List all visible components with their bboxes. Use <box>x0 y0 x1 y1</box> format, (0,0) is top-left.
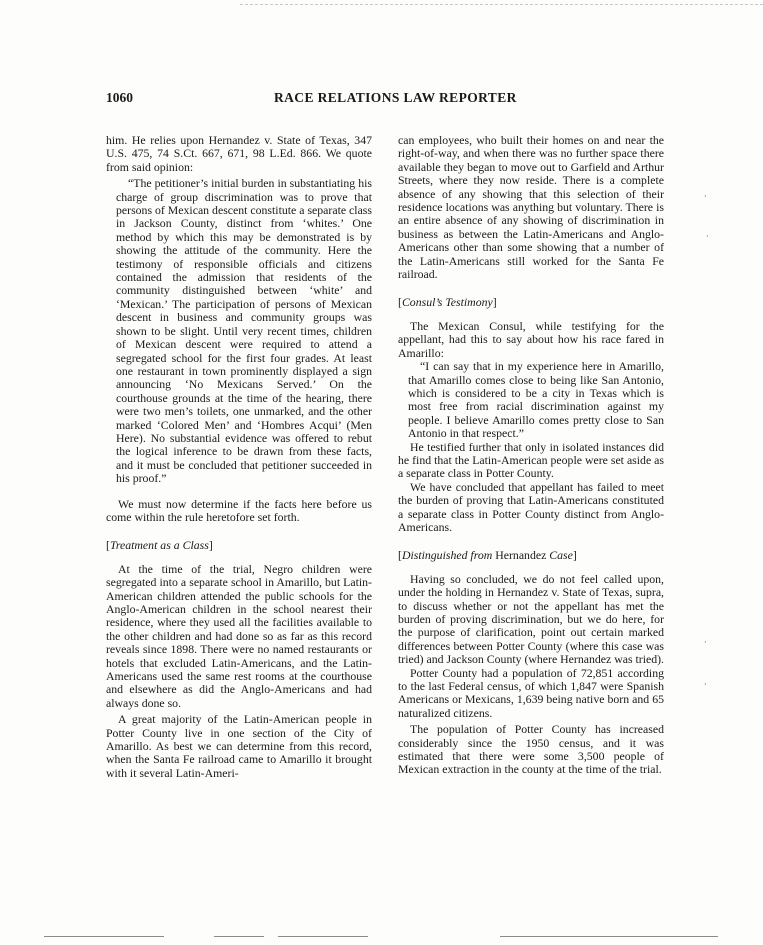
right-column <box>398 134 664 777</box>
section-heading: [Treatment as a Class] <box>106 538 213 553</box>
scan-bottom-edge <box>278 936 368 937</box>
paragraph: We must now determine if the facts here before us come within the rule heretofore set forth. <box>106 496 372 524</box>
left-column <box>106 134 372 780</box>
scan-bottom-edge <box>500 936 718 937</box>
scan-top-edge <box>240 4 763 5</box>
scan-speck: · <box>704 192 707 202</box>
paragraph: At the time of the trial, Negro children were segregated into a separate school in Amarillo, but Latin-American children attended the public schools for the Anglo-American children in the school nearest their residence, where they used all the facilities available to the other children and had done so as far as this record reveals since 1898. There were no named restaurants or hotels that excluded Latin-Americans, and the Latin-Americans used the same rest rooms at the courthouse and elsewhere as did the Anglo-Americans and had always done so. <box>106 561 372 710</box>
paragraph: him. He relies upon Hernandez v. State of Texas, 347 U.S. 475, 74 S.Ct. 667, 671, 98 L.Ed. 866. We quote from said opinion: <box>106 133 372 174</box>
paragraph: We have concluded that appellant has failed to meet the burden of proving that Latin-Americans constituted a separate class in Potter County distinct from Anglo-Americans. <box>398 479 664 534</box>
scan-speck: · <box>704 638 707 648</box>
scan-bottom-edge <box>214 936 264 937</box>
scan-speck: · <box>706 232 709 242</box>
running-head: RACE RELATIONS LAW REPORTER <box>274 90 517 105</box>
page-header <box>106 90 672 108</box>
paragraph: can employees, who built their homes on and near the right-of-way, and when there was no further space there available they began to move out to Garfield and Arthur Streets, where they now reside. There is a complete absence of any showing that this selection of their residence locations was anything but voluntary. There is an entire absence of any showing of discrimination in business as between the Latin-Americans and Anglo-Americans other than some showing that a number of the Latin-Americans still worked for the Santa Fe railroad. <box>398 133 664 282</box>
paragraph: A great majority of the Latin-American people in Potter County live in one section of the City of Amarillo. As best we can determine from this record, when the Santa Fe railroad came to Amarillo it brought with it several Latin-Ameri- <box>106 712 372 780</box>
block-quote: “The petitioner’s initial burden in substantiating his charge of group discrimination was to prove that persons of Mexican descent constitute a separate class in Jackson County, distinct from ‘whites.’ One method by which this may be demonstrated is by showing the attitude of the community. Here the testimony of responsible officials and citizens contained the admission that residents of the community distinguished between ‘white’ and ‘Mexican.’ The participation of persons of Mexican descent in business and community groups was shown to be slight. Until very recent times, children of Mexican descent were required to attend a segregated school for the first four grades. At least one restaurant in town prominently displayed a sign announcing ‘No Mexicans Served.’ On the courthouse grounds at the time of the hearing, there were two men’s toilets, one unmarked, and the other marked ‘Colored Men’ and ‘Hombres Acqui’ (Men Here). No substantial evidence was offered to rebut the logical inference to be drawn from these facts, and it must be concluded that petitioner succeeded in his proof.” <box>116 176 372 486</box>
paragraph: Potter County had a population of 72,851 according to the last Federal census, of which 1,847 were Spanish Americans or Mexicans, 1,639 being native born and 65 naturalized citizens. <box>398 665 664 720</box>
scan-speck: · <box>704 680 707 690</box>
scan-bottom-edge <box>44 936 164 937</box>
paragraph: He testified further that only in isolated instances did he find that the Latin-American people were set aside as a separate class in Potter County. <box>398 439 664 481</box>
page-number: 1060 <box>106 90 133 105</box>
paragraph: The population of Potter County has increased considerably since the 1950 census, and it was estimated that there were some 3,500 people of Mexican extraction in the county at the time of the trial. <box>398 722 664 777</box>
paragraph: The Mexican Consul, while testifying for the appellant, had this to say about how his race fared in Amarillo: <box>398 318 664 360</box>
paragraph: Having so concluded, we do not feel called upon, under the holding in Hernandez v. State of Texas, supra, to discuss whether or not the appellant has met the burden of proving discrimination, but we do here, for the purpose of clarification, point out certain marked differences between Potter County (where this case was tried) and Jackson County (where Hernandez was tried). <box>398 571 664 667</box>
section-heading: [Consul’s Testimony] <box>398 295 497 310</box>
section-heading: [Distinguished from Hernandez Case] <box>398 548 577 563</box>
block-quote: “I can say that in my experience here in Amarillo, that Amarillo comes close to being like San Antonio, which is considered to be a city in Texas which is most free from racial discrimination against my people. I believe Amarillo comes pretty close to San Antonio in that respect.” <box>408 359 664 441</box>
